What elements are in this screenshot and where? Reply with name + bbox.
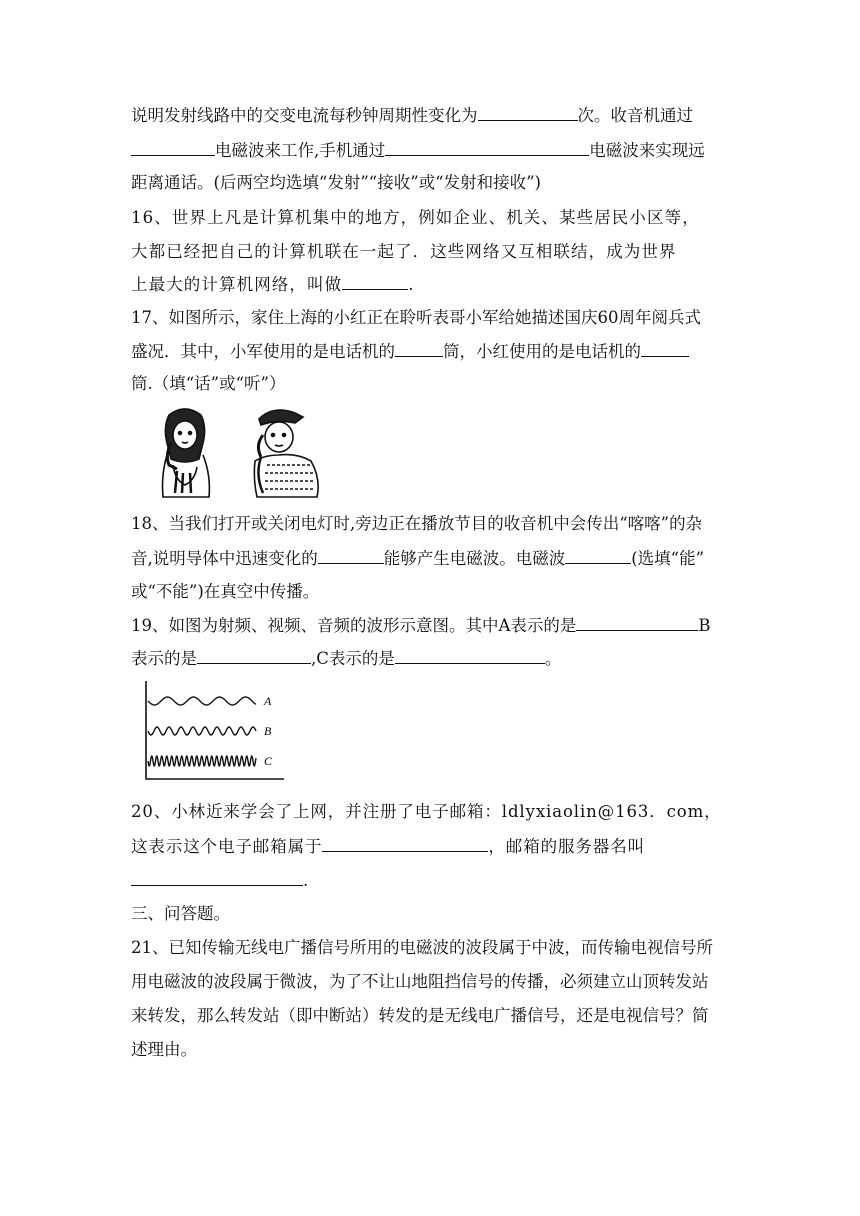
q16-text: 16、世界上凡是计算机集中的地方，例如企业、机关、某些居民小区等，: [131, 208, 700, 227]
wave-label-a: A: [264, 694, 272, 708]
wave-a: [148, 697, 256, 705]
q20-line-3: [131, 869, 308, 892]
q16-line-1: [131, 207, 700, 229]
answer-blank[interactable]: [395, 647, 545, 664]
answer-blank[interactable]: [318, 547, 384, 564]
q19-text: 表示的是: [131, 649, 197, 668]
wave-label-b: B: [264, 724, 272, 738]
q16-text: 上最大的计算机网络，叫做: [131, 275, 343, 294]
q17-text: 筒，小红使用的是电话机的: [443, 342, 641, 361]
q19-text: 19、如图为射频、视频、音频的波形示意图。其中A表示的是: [131, 616, 577, 635]
wave-c: [148, 756, 256, 766]
q21-line-3: [131, 1005, 709, 1027]
phone-people-illustration: [155, 405, 325, 501]
q20-text: ，邮箱的服务器名叫: [488, 837, 646, 856]
q20-line-1: [131, 801, 722, 823]
q18-line-2: [131, 547, 704, 570]
q17-line-3: [131, 373, 286, 395]
answer-blank[interactable]: [197, 647, 311, 664]
q18-line-1: [131, 513, 702, 535]
q21-text: 述理由。: [131, 1040, 197, 1059]
q17-line-2: [131, 340, 689, 363]
wave-b: [148, 727, 256, 735]
q21-line-2: [131, 971, 709, 993]
q21-line-1: [131, 937, 713, 959]
q21-text: 来转发，那么转发站（即中断站）转发的是无线电广播信号，还是电视信号？简: [131, 1006, 709, 1025]
q19-text: B: [698, 616, 711, 635]
answer-blank[interactable]: [565, 547, 631, 564]
q15-line-2: [131, 139, 705, 162]
q16-text: 大都已经把自己的计算机联在一起了．这些网络又互相联结，成为世界: [131, 242, 677, 261]
q19-line-2: [131, 647, 561, 670]
wave-label-c: C: [264, 754, 273, 768]
q20-text: .: [303, 871, 309, 890]
q21-line-4: [131, 1039, 197, 1061]
q21-text: 用电磁波的波段属于微波，为了不让山地阻挡信号的传播，必须建立山顶转发站: [131, 972, 709, 991]
answer-blank[interactable]: [385, 139, 589, 156]
section-heading: [131, 903, 230, 925]
q18-text: (选填“能”: [631, 549, 705, 568]
answer-blank[interactable]: [478, 104, 578, 121]
waveform-figure: [138, 677, 288, 785]
answer-blank[interactable]: [602, 614, 698, 631]
q18-text: 18、当我们打开或关闭电灯时,旁边正在播放节目的收音机中会传出“喀喀”的杂: [131, 514, 703, 533]
answer-blank[interactable]: [322, 835, 488, 852]
answer-blank[interactable]: [131, 139, 215, 156]
q15-line-1: [131, 104, 693, 127]
section-title: 三、问答题。: [131, 904, 230, 923]
q15-text: 电磁波来工作,手机通过: [215, 141, 386, 160]
q17-line-1: [131, 307, 701, 329]
answer-blank[interactable]: [131, 869, 303, 886]
q20-line-2: [131, 835, 645, 858]
q15-text: 说明发射线路中的交变电流每秒钟周期性变化为: [131, 106, 478, 125]
q16-line-2: [131, 241, 677, 263]
q19-text: 。: [544, 649, 562, 668]
answer-blank[interactable]: [641, 340, 689, 357]
q17-text: 17、如图所示，家住上海的小红正在聆听表哥小军给她描述国庆60周年阅兵式: [131, 308, 701, 327]
q20-text: 这表示这个电子邮箱属于: [131, 837, 323, 856]
q20-text: 20、小林近来学会了上网，并注册了电子邮箱：ldlyxiaolin@163．com，: [131, 802, 722, 821]
q15-text: 次。收音机通过: [577, 106, 693, 125]
q17-text: 盛况．其中，小军使用的是电话机的: [131, 342, 395, 361]
q21-text: 21、已知传输无线电广播信号所用的电磁波的波段属于中波，而传输电视信号所: [131, 938, 713, 957]
q15-text: 电磁波来实现远: [589, 141, 705, 160]
q18-text: 音,说明导体中迅速变化的: [131, 549, 318, 568]
q17-text: 筒.（填“话”或“听”）: [131, 374, 286, 393]
q18-text: 或“不能”)在真空中传播。: [131, 582, 320, 601]
answer-blank[interactable]: [342, 273, 408, 290]
q18-text: 能够产生电磁波。电磁波: [383, 549, 566, 568]
telephone-figure: [155, 405, 325, 501]
q19-text: ,C表示的是: [311, 649, 395, 668]
q15-line-3: [131, 172, 541, 194]
q18-line-3: [131, 581, 319, 603]
answer-blank[interactable]: [395, 340, 443, 357]
q15-text: 距离通话。(后两空均选填“发射”“接收”或“发射和接收”): [131, 173, 541, 192]
q16-line-3: [131, 273, 415, 296]
q19-line-1: [131, 614, 711, 637]
waveform-diagram: [138, 677, 288, 785]
answer-blank[interactable]: [576, 614, 602, 631]
q16-text: .: [408, 275, 415, 294]
